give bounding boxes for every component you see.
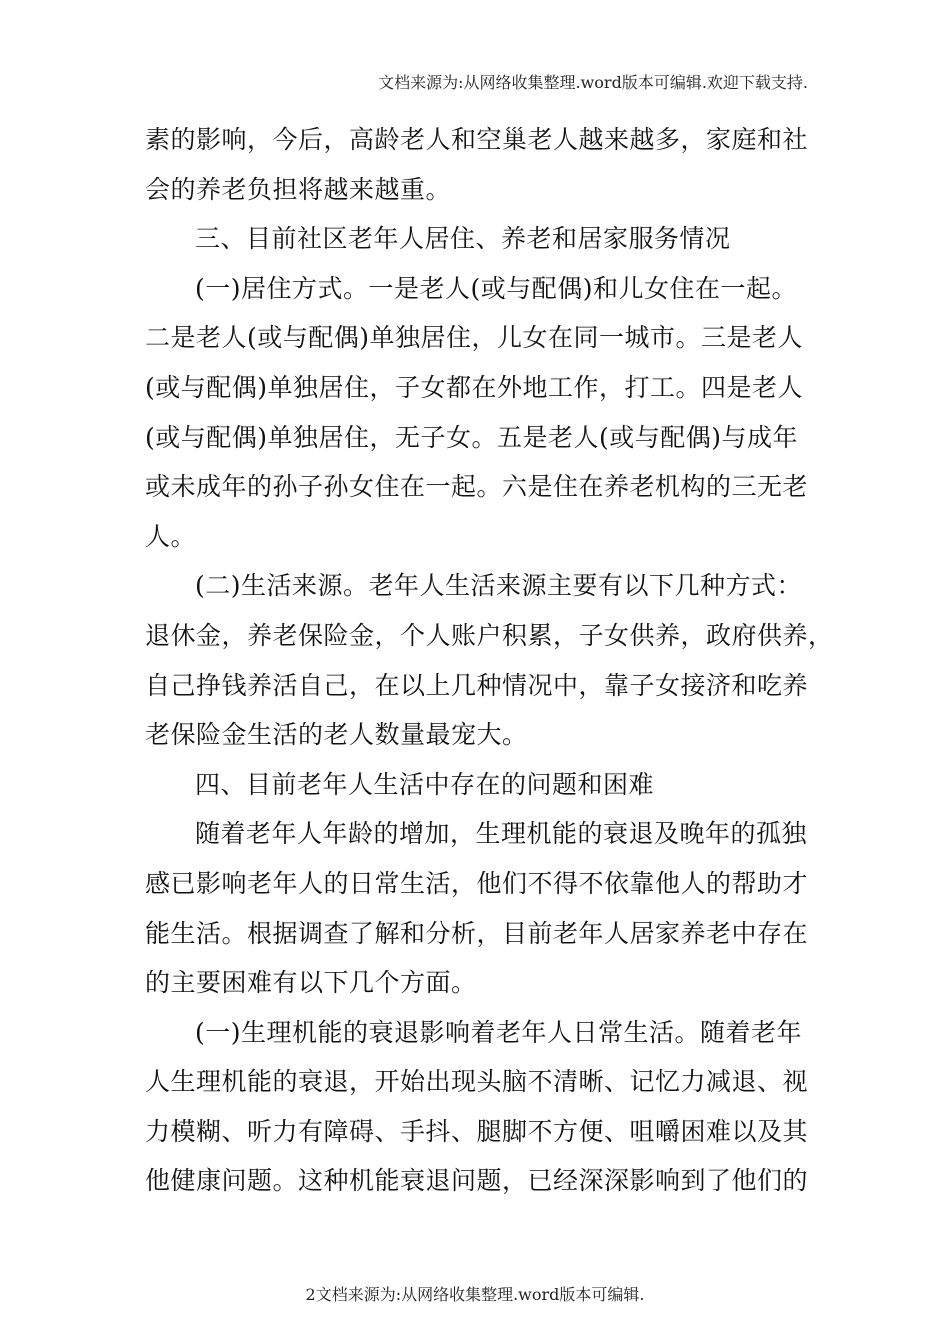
text-line: 二是老人(或与配偶)单独居住，儿女在同一城市。三是老人 — [145, 323, 804, 353]
text-line: 能生活。根据调查了解和分析，目前老年人居家养老中存在 — [145, 918, 809, 948]
text-line: (一)居住方式。一是老人(或与配偶)和儿女住在一起。 — [195, 273, 798, 303]
text-line: 或未成年的孙子孙女住在一起。六是住在养老机构的三无老 — [145, 472, 809, 502]
page-header: 文档来源为:从网络收集整理.word版本可编辑.欢迎下载支持. — [378, 73, 808, 92]
text-line: 人。 — [145, 521, 197, 551]
section-heading: 三、目前社区老年人居住、养老和居家服务情况 — [195, 224, 731, 254]
text-line: 会的养老负担将越来越重。 — [145, 174, 452, 204]
text-line: 退休金，养老保险金，个人账户积累，子女供养，政府供养， — [145, 620, 834, 650]
page-footer — [0, 1282, 950, 1305]
text-line: 老保险金生活的老人数量最宠大。 — [145, 720, 528, 750]
text-line: (或与配偶)单独居住，无子女。五是老人(或与配偶)与成年 — [145, 422, 799, 452]
text-line: 感已影响老年人的日常生活，他们不得不依靠他人的帮助才 — [145, 868, 809, 898]
text-line: (一)生理机能的衰退影响着老年人日常生活。随着老年 — [195, 1017, 803, 1047]
text-line: 素的影响，今后，高龄老人和空巢老人越来越多，家庭和社 — [145, 125, 809, 154]
text-line: 随着老年人年龄的增加，生理机能的衰退及晚年的孤独 — [195, 819, 808, 849]
text-line: 人生理机能的衰退，开始出现头脑不清晰、记忆力减退、视 — [145, 1067, 809, 1097]
section-heading: 四、目前老年人生活中存在的问题和困难 — [195, 769, 655, 799]
text-line: (二)生活来源。老年人生活来源主要有以下几种方式： — [195, 571, 803, 601]
text-line: 的主要困难有以下几个方面。 — [145, 968, 477, 998]
text-line: 他健康问题。这种机能衰退问题，已经深深影响到了他们的 — [145, 1166, 809, 1196]
text-line: (或与配偶)单独居住，子女都在外地工作，打工。四是老人 — [145, 372, 804, 402]
footer-text: 文档来源为:从网络收集整理.word版本可编辑. — [315, 1285, 645, 1304]
document-body — [145, 115, 834, 1206]
text-line: 自己挣钱养活自己，在以上几种情况中，靠子女接济和吃养 — [145, 670, 809, 700]
page-number: 2 — [305, 1285, 316, 1304]
text-line: 力模糊、听力有障碍、手抖、腿脚不方便、咀嚼困难以及其 — [145, 1116, 809, 1146]
